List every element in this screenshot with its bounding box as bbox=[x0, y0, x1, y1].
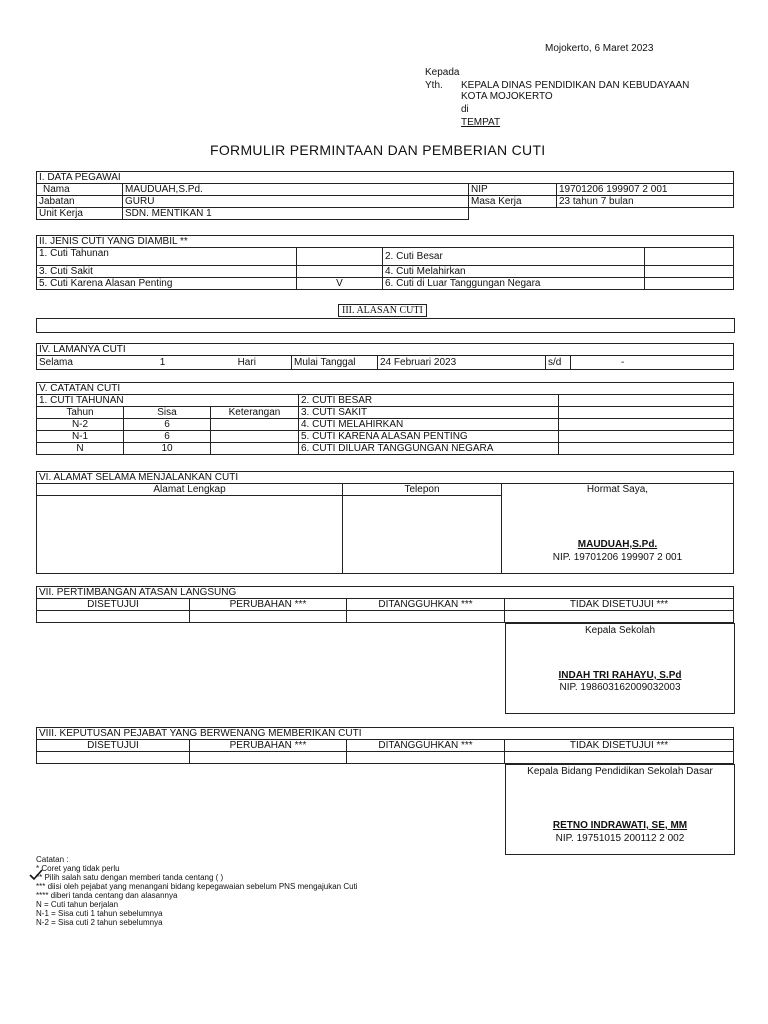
cuti-luar-tanggungan-label: 6. CUTI DILUAR TANGGUNGAN NEGARA bbox=[299, 443, 559, 455]
kepala-bidang-role: Kepala Bidang Pendidikan Sekolah Dasar bbox=[527, 766, 713, 777]
cuti-alasan-penting-option[interactable]: 5. Cuti Karena Alasan Penting bbox=[37, 278, 297, 290]
cuti-alasan-penting-note[interactable] bbox=[559, 431, 734, 443]
section-heading: IV. LAMANYA CUTI bbox=[37, 344, 734, 356]
keterangan-cell[interactable] bbox=[211, 443, 299, 455]
telepon-field[interactable] bbox=[343, 496, 502, 574]
tidak-disetujui-field[interactable] bbox=[505, 611, 734, 623]
ditangguhkan-field[interactable] bbox=[347, 752, 505, 764]
section-catatan-cuti bbox=[36, 382, 734, 455]
keterangan-cell[interactable] bbox=[211, 419, 299, 431]
note-line: N-2 = Sisa cuti 2 tahun sebelumnya bbox=[36, 918, 163, 927]
tidak-disetujui-header: TIDAK DISETUJUI *** bbox=[505, 599, 734, 611]
mulai-tanggal-label: Mulai Tanggal bbox=[292, 356, 378, 370]
note-line: * Coret yang tidak perlu bbox=[36, 864, 120, 873]
section-keputusan bbox=[36, 727, 734, 764]
note-line: N-1 = Sisa cuti 1 tahun sebelumnya bbox=[36, 909, 163, 918]
cuti-melahirkan-note[interactable] bbox=[559, 419, 734, 431]
kepala-sekolah-nip: NIP. 198603162009032003 bbox=[559, 682, 681, 693]
hormat-label: Hormat Saya, bbox=[586, 484, 649, 495]
cuti-tahunan-label: 1. CUTI TAHUNAN bbox=[37, 395, 299, 407]
perubahan-header: PERUBAHAN *** bbox=[190, 599, 347, 611]
alamat-header: Alamat Lengkap bbox=[37, 484, 343, 496]
nip-label: NIP bbox=[469, 184, 557, 196]
tahun-cell: N-1 bbox=[37, 431, 124, 443]
section-heading: V. CATATAN CUTI bbox=[37, 383, 734, 395]
cuti-alasan-penting-label: 5. CUTI KARENA ALASAN PENTING bbox=[299, 431, 559, 443]
notes-title: Catatan : bbox=[36, 855, 69, 864]
disetujui-field[interactable] bbox=[37, 752, 190, 764]
cuti-sakit-label: 3. CUTI SAKIT bbox=[299, 407, 559, 419]
tahun-cell: N bbox=[37, 443, 124, 455]
telepon-header: Telepon bbox=[343, 484, 502, 496]
unit-kerja-label: Unit Kerja bbox=[37, 208, 123, 220]
section-jenis-cuti bbox=[36, 235, 734, 290]
kepala-sekolah-signature bbox=[505, 623, 735, 714]
col-sisa: Sisa bbox=[124, 407, 211, 419]
selama-label: Selama bbox=[37, 356, 123, 370]
sd-label: s/d bbox=[546, 356, 571, 370]
kepala-bidang-nip: NIP. 19751015 200112 2 002 bbox=[555, 833, 685, 844]
kepala-bidang-signature bbox=[505, 764, 735, 855]
cuti-melahirkan-option[interactable]: 4. Cuti Melahirkan bbox=[383, 266, 645, 278]
section-data-pegawai bbox=[36, 171, 734, 220]
cuti-luar-tanggungan-option[interactable]: 6. Cuti di Luar Tanggungan Negara bbox=[383, 278, 645, 290]
tidak-disetujui-field[interactable] bbox=[505, 752, 734, 764]
section-heading: VI. ALAMAT SELAMA MENJALANKAN CUTI bbox=[37, 472, 734, 484]
signature-cell bbox=[502, 484, 734, 574]
alasan-cuti-field[interactable] bbox=[36, 318, 735, 333]
col-keterangan: Keterangan bbox=[211, 407, 299, 419]
cuti-tahunan-check[interactable] bbox=[297, 248, 383, 266]
ditangguhkan-header: DITANGGUHKAN *** bbox=[347, 740, 505, 752]
lama-cuti-count[interactable]: 1 bbox=[123, 356, 203, 370]
alasan-cuti-heading: III. ALASAN CUTI bbox=[338, 304, 427, 317]
kepala-sekolah-role: Kepala Sekolah bbox=[584, 625, 656, 636]
jabatan-label: Jabatan bbox=[37, 196, 123, 208]
notes bbox=[36, 855, 358, 927]
di-label: di bbox=[461, 104, 469, 115]
nip-value[interactable]: 19701206 199907 2 001 bbox=[557, 184, 734, 196]
nama-value[interactable]: MAUDUAH,S.Pd. bbox=[123, 184, 469, 196]
cuti-sakit-note[interactable] bbox=[559, 407, 734, 419]
yth-label: Yth. bbox=[425, 80, 443, 91]
section-pertimbangan bbox=[36, 586, 734, 623]
kepada-label: Kepada bbox=[425, 67, 460, 78]
ditangguhkan-field[interactable] bbox=[347, 611, 505, 623]
tidak-disetujui-header: TIDAK DISETUJUI *** bbox=[505, 740, 734, 752]
addressee-line2: KOTA MOJOKERTO bbox=[461, 91, 553, 102]
place-date: Mojokerto, 6 Maret 2023 bbox=[545, 43, 654, 54]
keterangan-cell[interactable] bbox=[211, 431, 299, 443]
kepala-bidang-name: RETNO INDRAWATI, SE, MM bbox=[552, 820, 688, 831]
kepala-sekolah-name: INDAH TRI RAHAYU, S.Pd bbox=[558, 670, 682, 681]
disetujui-header: DISETUJUI bbox=[37, 599, 190, 611]
applicant-name: MAUDUAH,S.Pd. bbox=[577, 539, 658, 550]
disetujui-field[interactable] bbox=[37, 611, 190, 623]
cuti-besar-check[interactable] bbox=[645, 248, 734, 266]
mulai-tanggal-value[interactable]: 24 Februari 2023 bbox=[378, 356, 546, 370]
cuti-tahunan-option[interactable]: 1. Cuti Tahunan bbox=[37, 248, 297, 266]
sisa-cell[interactable]: 6 bbox=[124, 431, 211, 443]
jabatan-value[interactable]: GURU bbox=[123, 196, 469, 208]
cuti-luar-tanggungan-check[interactable] bbox=[645, 278, 734, 290]
note-line: N = Cuti tahun berjalan bbox=[36, 900, 119, 909]
perubahan-field[interactable] bbox=[190, 752, 347, 764]
cuti-besar-note[interactable] bbox=[559, 395, 734, 407]
form-title: FORMULIR PERMINTAAN DAN PEMBERIAN CUTI bbox=[210, 142, 546, 158]
sisa-cell[interactable]: 10 bbox=[124, 443, 211, 455]
addressee-line1: KEPALA DINAS PENDIDIKAN DAN KEBUDAYAAN bbox=[461, 80, 690, 91]
checkmark-icon bbox=[29, 869, 43, 881]
note-line: *** diisi oleh pejabat yang menangani bidang kepegawaian sebelum PNS mengajukan Cuti bbox=[36, 882, 358, 891]
masa-kerja-label: Masa Kerja bbox=[469, 196, 557, 208]
alamat-field[interactable] bbox=[37, 496, 343, 574]
hari-label: Hari bbox=[203, 356, 292, 370]
cuti-melahirkan-label: 4. CUTI MELAHIRKAN bbox=[299, 419, 559, 431]
sisa-cell[interactable]: 6 bbox=[124, 419, 211, 431]
section-heading: VIII. KEPUTUSAN PEJABAT YANG BERWENANG MEMBERIKAN CUTI bbox=[37, 728, 734, 740]
masa-kerja-value[interactable]: 23 tahun 7 bulan bbox=[557, 196, 734, 208]
section-lamanya-cuti bbox=[36, 343, 734, 370]
section-heading: VII. PERTIMBANGAN ATASAN LANGSUNG bbox=[37, 587, 734, 599]
tahun-cell: N-2 bbox=[37, 419, 124, 431]
sampai-tanggal-value[interactable]: - bbox=[571, 356, 734, 370]
perubahan-field[interactable] bbox=[190, 611, 347, 623]
nama-label: Nama bbox=[37, 184, 123, 196]
cuti-luar-tanggungan-note[interactable] bbox=[559, 443, 734, 455]
cuti-sakit-option[interactable]: 3. Cuti Sakit bbox=[37, 266, 297, 278]
cuti-melahirkan-check[interactable] bbox=[645, 266, 734, 278]
cuti-sakit-check[interactable] bbox=[297, 266, 383, 278]
cuti-besar-label: 2. CUTI BESAR bbox=[299, 395, 559, 407]
unit-kerja-value[interactable]: SDN. MENTIKAN 1 bbox=[123, 208, 469, 220]
note-line: ** Pilih salah satu dengan memberi tanda centang ( ) bbox=[36, 873, 224, 882]
ditangguhkan-header: DITANGGUHKAN *** bbox=[347, 599, 505, 611]
tempat-label: TEMPAT bbox=[461, 117, 501, 128]
perubahan-header: PERUBAHAN *** bbox=[190, 740, 347, 752]
section-heading: I. DATA PEGAWAI bbox=[37, 172, 734, 184]
cuti-besar-option[interactable]: 2. Cuti Besar bbox=[383, 248, 645, 266]
disetujui-header: DISETUJUI bbox=[37, 740, 190, 752]
col-tahun: Tahun bbox=[37, 407, 124, 419]
section-heading: II. JENIS CUTI YANG DIAMBIL ** bbox=[37, 236, 734, 248]
section-alamat bbox=[36, 471, 734, 574]
applicant-nip: NIP. 19701206 199907 2 001 bbox=[552, 552, 683, 563]
cuti-alasan-penting-check[interactable]: V bbox=[297, 278, 383, 290]
note-line: **** diberi tanda centang dan alasannya bbox=[36, 891, 178, 900]
